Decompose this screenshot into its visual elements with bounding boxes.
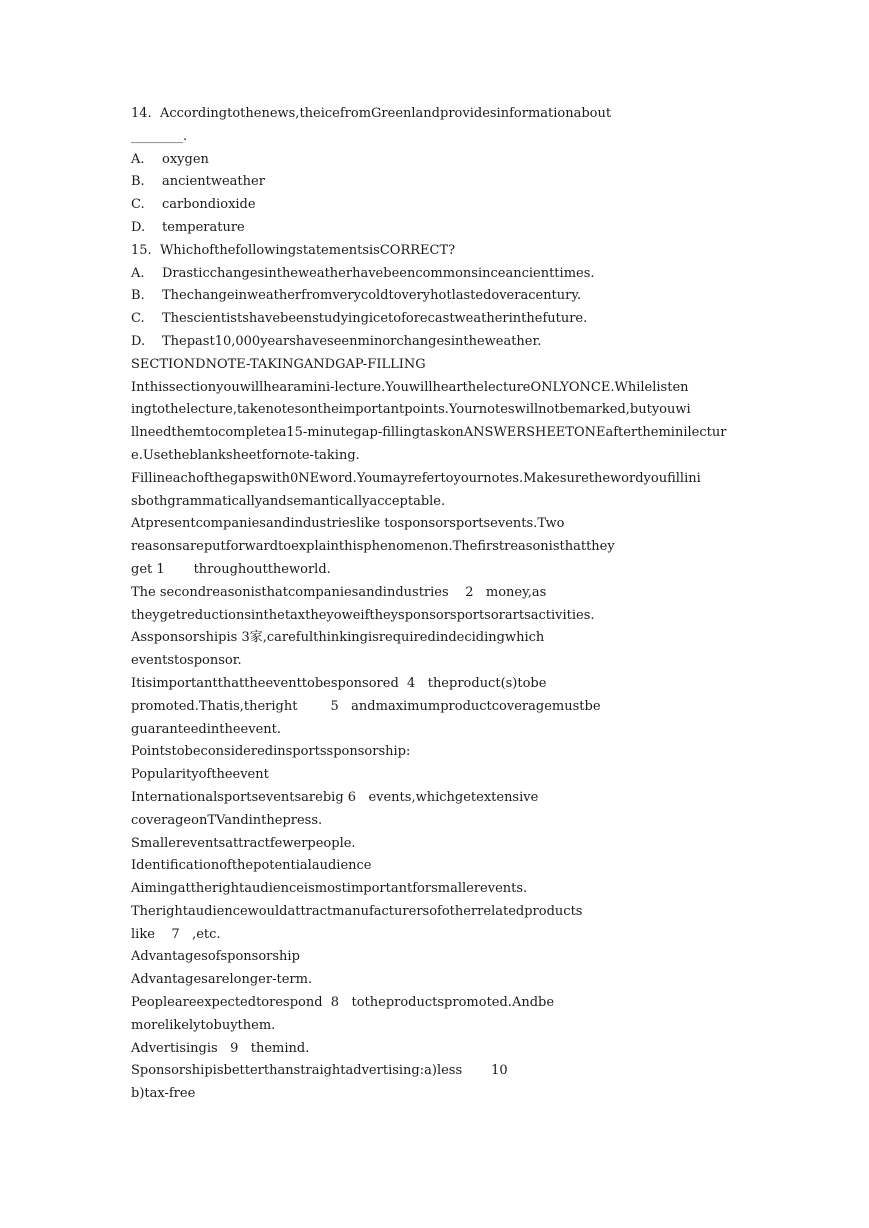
question-14-text: 14. Accordingtothenews,theicefromGreenlandprovidesinformationabout [131, 106, 612, 121]
passage-line: Advantagesarelonger-term. [131, 972, 313, 988]
passage-line: Itisimportantthattheeventtobesponsored 4 theproduct(s)tobe [131, 675, 547, 691]
question-15-option-b [131, 285, 771, 308]
instruction-line: Fillineachofthegapswith0NEword.Youmayrefertoyournotes.Makesurethewordyoufillini [131, 470, 701, 486]
passage-line: b)tax-free [131, 1086, 196, 1102]
passage-line: get 1 throughouttheworld. [131, 561, 331, 577]
passage-line: Atpresentcompaniesandindustrieslike tosponsorsportsevents.Two [131, 516, 565, 532]
passage-line: Peopleareexpectedtorespond 8 totheproductspromoted.Andbe [131, 995, 555, 1011]
passage-line: Advertisingis 9 themind. [131, 1040, 310, 1056]
question-14-option-a [131, 149, 771, 172]
option-letter: C. [131, 311, 145, 327]
option-text: temperature [162, 219, 245, 235]
instruction-line: e.Usetheblanksheetfornote-taking. [131, 447, 360, 463]
passage-line: morelikelytobuythem. [131, 1017, 276, 1033]
instruction-line: sbothgrammaticallyandsemanticallyacceptable. [131, 493, 446, 509]
option-text: Thescientistshavebeenstudyingicetoforecastweatherinthefuture. [162, 311, 588, 327]
passage-line: guaranteedintheevent. [131, 721, 281, 737]
question-15-option-d [131, 331, 771, 354]
passage-line: Popularityoftheevent [131, 767, 269, 783]
instruction-line: llneedthemtocompletea15-minutegap-fillingtaskonANSWERSHEETONEaftertheminilectur [131, 425, 727, 441]
option-text: oxygen [162, 151, 209, 167]
passage-line: Therightaudiencewouldattractmanufacturersofotherrelatedproducts [131, 903, 583, 919]
question-14-option-c [131, 194, 771, 217]
passage-line: Internationalsportseventsarebig 6 events,whichgetextensive [131, 789, 539, 805]
option-text: Drasticchangesintheweatherhavebeencommonsinceancienttimes. [162, 265, 595, 281]
option-text: ancientweather [162, 174, 265, 190]
option-letter: B. [131, 288, 145, 304]
passage-line: like 7 ,etc. [131, 926, 221, 942]
section-d-heading: SECTIONDNOTE-TAKINGANDGAP-FILLING [131, 356, 426, 372]
option-text: carbondioxide [162, 197, 256, 213]
instruction-line: Inthissectionyouwillhearamini-lecture.YouwillhearthelectureONLYONCE.Whilelisten [131, 379, 689, 395]
option-text: Thechangeinweatherfromverycoldtoveryhotlastedoveracentury. [162, 288, 582, 304]
option-letter: D. [131, 219, 146, 235]
passage-line: theygetreductionsinthetaxtheyoweiftheysponsorsportsorartsactivities. [131, 607, 595, 623]
passage-line: Aimingattherightaudienceismostimportantforsmallerevents. [131, 881, 528, 897]
passage-line: eventstosponsor. [131, 653, 242, 669]
option-letter: C. [131, 197, 145, 213]
question-14-option-b [131, 171, 771, 194]
passage-line: Advantagesofsponsorship [131, 949, 300, 965]
passage-line: Sponsorshipisbetterthanstraightadvertising:a)less 10 [131, 1063, 508, 1079]
option-letter: A. [131, 265, 145, 281]
question-14-blank: ________. [131, 128, 188, 144]
option-letter: D. [131, 333, 146, 349]
question-15-option-c [131, 308, 771, 331]
question-14-option-d [131, 217, 771, 240]
question-15-text: 15. WhichofthefollowingstatementsisCORRECT? [131, 242, 456, 258]
passage-line: promoted.Thatis,theright 5 andmaximumproductcoveragemustbe [131, 698, 601, 714]
passage-line: Identificationofthepotentialaudience [131, 858, 372, 874]
passage-line: The secondreasonisthatcompaniesandindustries 2 money,as [131, 584, 547, 600]
passage-line: Smallereventsattractfewerpeople. [131, 835, 356, 851]
question-15-option-a [131, 263, 771, 286]
instruction-line: ingtothelecture,takenotesontheimportantpoints.Yournoteswillnotbemarked,butyouwi [131, 402, 691, 418]
passage-line: reasonsareputforwardtoexplainthisphenomenon.Thefirstreasonisthatthey [131, 539, 615, 555]
option-text: Thepast10,000yearshaveseenminorchangesintheweather. [162, 333, 542, 349]
option-letter: A. [131, 151, 145, 167]
passage-line: Assponsorshipis 3家,carefulthinkingisrequiredindecidingwhich [131, 630, 545, 646]
passage-line: Pointstobeconsideredinsportssponsorship: [131, 744, 411, 760]
passage-line: coverageonTVandinthepress. [131, 812, 323, 828]
option-letter: B. [131, 174, 145, 190]
document-page [131, 103, 771, 1106]
